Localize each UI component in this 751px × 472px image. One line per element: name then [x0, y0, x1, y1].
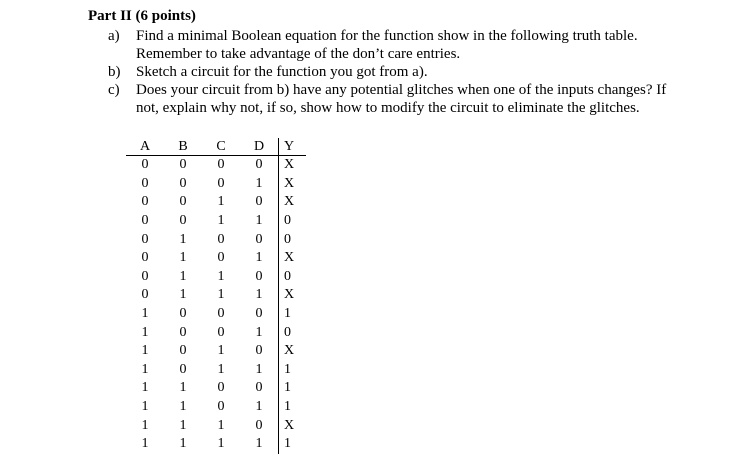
input-cell: 0 — [141, 287, 149, 303]
input-cell: 1 — [179, 417, 187, 433]
input-cell: 1 — [255, 361, 263, 377]
input-cell: 1 — [255, 324, 263, 340]
input-cell: 0 — [217, 157, 225, 173]
input-cell: 1 — [217, 361, 225, 377]
output-cell: X — [279, 249, 307, 268]
output-cell: 1 — [279, 398, 307, 417]
input-cell: 1 — [141, 343, 149, 359]
question-label: a) — [108, 28, 120, 44]
table-row — [126, 249, 306, 268]
question-label: c) — [108, 82, 120, 98]
input-cell: 1 — [255, 436, 263, 452]
input-cell: 0 — [179, 194, 187, 210]
input-cell: 1 — [217, 436, 225, 452]
output-cell: 1 — [279, 305, 307, 324]
table-row — [126, 379, 306, 398]
input-cell: 0 — [217, 399, 225, 415]
input-cell: 0 — [141, 175, 149, 191]
input-cell: 1 — [255, 399, 263, 415]
table-row — [126, 268, 306, 287]
output-cell: X — [279, 416, 307, 435]
input-cell: 0 — [255, 380, 263, 396]
table-row — [126, 323, 306, 342]
input-cell: 1 — [179, 436, 187, 452]
table-row — [126, 361, 306, 380]
input-cell: 0 — [255, 157, 263, 173]
input-cell: 1 — [141, 417, 149, 433]
input-cell: 0 — [217, 175, 225, 191]
input-cell: 1 — [141, 361, 149, 377]
question-text: not, explain why not, if so, show how to modify the circuit to eliminate the glitches. — [136, 100, 640, 116]
input-cell: 1 — [179, 380, 187, 396]
input-cell: 1 — [255, 213, 263, 229]
input-cell: 0 — [255, 231, 263, 247]
output-cell: X — [279, 175, 307, 194]
output-cell: X — [279, 286, 307, 305]
input-cell: 0 — [141, 157, 149, 173]
column-header-c: C — [202, 138, 240, 156]
input-cell: 0 — [141, 213, 149, 229]
output-cell: 1 — [279, 435, 307, 454]
input-cell: 1 — [141, 324, 149, 340]
input-cell: 1 — [141, 306, 149, 322]
table-row — [126, 416, 306, 435]
output-cell: 0 — [279, 230, 307, 249]
input-cell: 0 — [217, 380, 225, 396]
table-header-row — [126, 138, 306, 156]
table-row — [126, 286, 306, 305]
input-cell: 1 — [255, 175, 263, 191]
input-cell: 0 — [179, 361, 187, 377]
output-cell: 0 — [279, 268, 307, 287]
input-cell: 0 — [179, 175, 187, 191]
input-cell: 0 — [217, 306, 225, 322]
input-cell: 1 — [179, 231, 187, 247]
input-cell: 1 — [217, 194, 225, 210]
input-cell: 0 — [179, 324, 187, 340]
table-row — [126, 193, 306, 212]
output-cell: 1 — [279, 361, 307, 380]
input-cell: 0 — [217, 250, 225, 266]
input-cell: 1 — [179, 250, 187, 266]
input-cell: 0 — [255, 194, 263, 210]
output-cell: 0 — [279, 323, 307, 342]
input-cell: 1 — [217, 268, 225, 284]
truth-table — [126, 138, 306, 454]
column-header-d: D — [240, 138, 279, 156]
input-cell: 1 — [217, 343, 225, 359]
table-row — [126, 305, 306, 324]
output-cell: 0 — [279, 212, 307, 231]
table-row — [126, 435, 306, 454]
output-cell: X — [279, 193, 307, 212]
input-cell: 1 — [217, 287, 225, 303]
input-cell: 0 — [141, 194, 149, 210]
question-text: Sketch a circuit for the function you got from a). — [136, 64, 428, 80]
input-cell: 0 — [255, 306, 263, 322]
input-cell: 1 — [179, 268, 187, 284]
output-cell: X — [279, 156, 307, 175]
input-cell: 0 — [255, 343, 263, 359]
input-cell: 0 — [217, 231, 225, 247]
input-cell: 0 — [179, 306, 187, 322]
column-header-y: Y — [279, 138, 307, 156]
input-cell: 0 — [179, 157, 187, 173]
question-label: b) — [108, 64, 121, 80]
input-cell: 0 — [179, 213, 187, 229]
truth-table-body — [126, 156, 306, 454]
question-text: Remember to take advantage of the don’t care entries. — [136, 46, 461, 62]
table-row — [126, 398, 306, 417]
table-row — [126, 230, 306, 249]
input-cell: 1 — [141, 380, 149, 396]
input-cell: 1 — [255, 250, 263, 266]
section-title: Part II (6 points) — [88, 8, 196, 24]
input-cell: 1 — [179, 287, 187, 303]
input-cell: 1 — [255, 287, 263, 303]
question-text: Does your circuit from b) have any potential glitches when one of the inputs changes? If — [136, 82, 667, 98]
output-cell: 1 — [279, 379, 307, 398]
column-header-b: B — [164, 138, 202, 156]
input-cell: 1 — [217, 213, 225, 229]
table-row — [126, 156, 306, 175]
input-cell: 1 — [217, 417, 225, 433]
question-text: Find a minimal Boolean equation for the function show in the following truth table. — [136, 28, 638, 44]
column-header-a: A — [126, 138, 164, 156]
input-cell: 0 — [141, 231, 149, 247]
input-cell: 1 — [141, 399, 149, 415]
table-row — [126, 175, 306, 194]
input-cell: 0 — [217, 324, 225, 340]
table-row — [126, 342, 306, 361]
input-cell: 0 — [141, 250, 149, 266]
input-cell: 0 — [255, 268, 263, 284]
input-cell: 0 — [179, 343, 187, 359]
output-cell: X — [279, 342, 307, 361]
input-cell: 0 — [141, 268, 149, 284]
input-cell: 0 — [255, 417, 263, 433]
input-cell: 1 — [179, 399, 187, 415]
input-cell: 1 — [141, 436, 149, 452]
table-row — [126, 212, 306, 231]
